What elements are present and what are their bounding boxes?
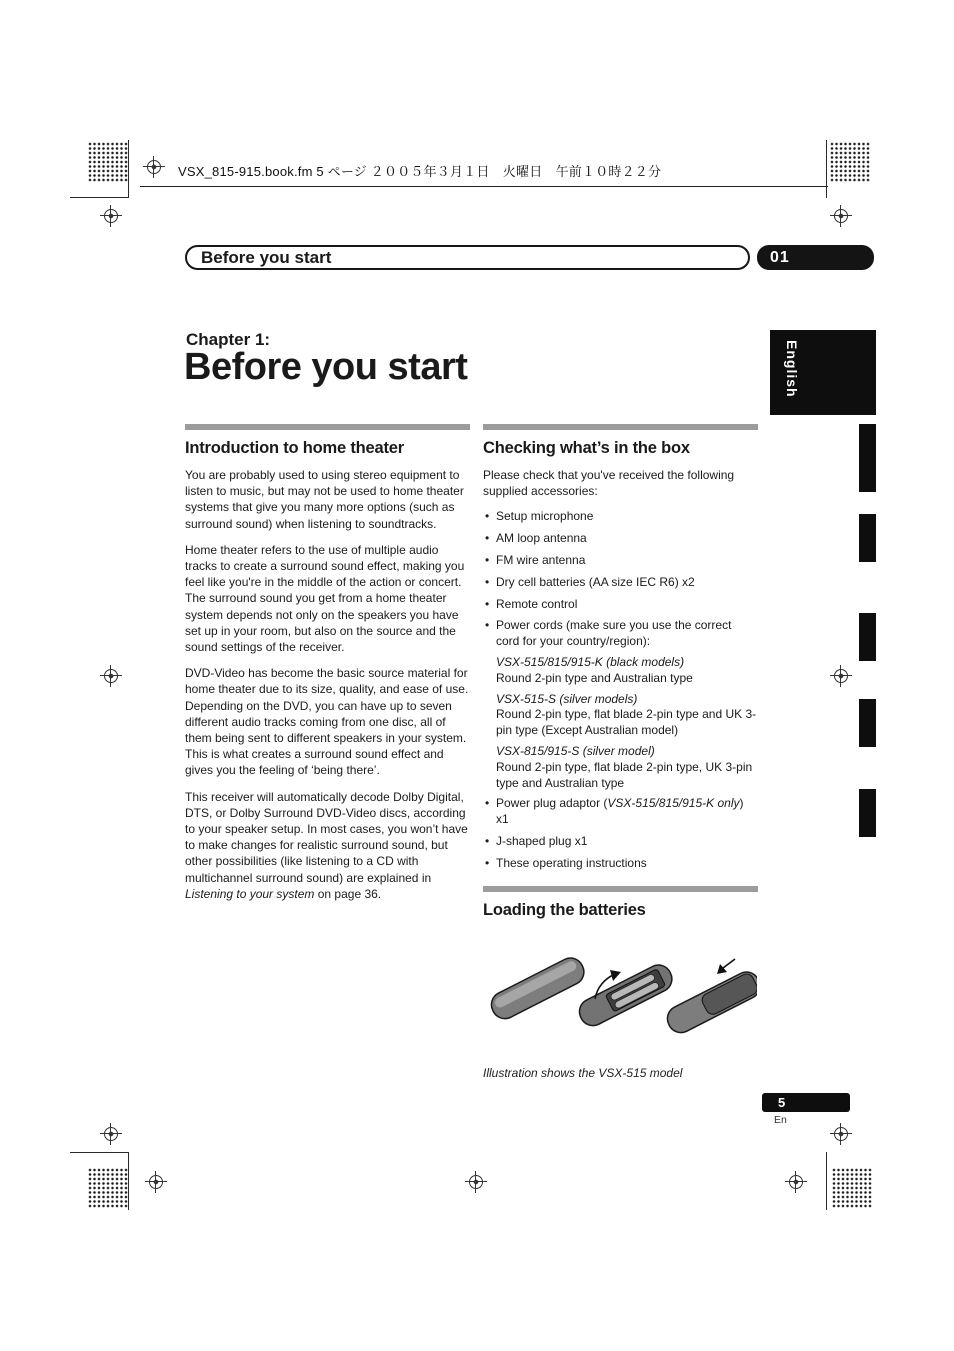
accessory-item: • Setup microphone (483, 509, 758, 525)
accessory-list (483, 796, 758, 871)
right-column (483, 424, 758, 1080)
variant-name: VSX-815/915-S (silver model) (496, 743, 655, 758)
registration-mark (102, 207, 120, 225)
language-tab-label: English (784, 340, 800, 398)
variant-name: VSX-515/815/915-K (black models) (496, 654, 685, 669)
chapter-title: Before you start (184, 346, 468, 388)
registration-mark (102, 1125, 120, 1143)
registration-mark (145, 158, 163, 176)
index-bar (859, 514, 876, 562)
crop-line (128, 140, 129, 198)
loading-heading: Loading the batteries (483, 900, 646, 919)
intro-paragraph: You are probably used to using stereo equipment to listen to music, but may not be used to home theater systems that give you many more options (such as surround sound) when listening to soundtracks. (185, 468, 464, 531)
variant-desc: Round 2-pin type, flat blade 2-pin type, UK 3-pin type and Australian type (496, 759, 753, 790)
section-divider (483, 886, 758, 892)
registration-mark (102, 667, 120, 685)
crop-line (826, 140, 827, 198)
header-note: VSX_815-915.book.fm 5 ページ ２００５年３月１日 火曜日 午前１０時２２分 (178, 164, 662, 179)
accessory-item: • FM wire antenna (483, 553, 758, 569)
intro-heading: Introduction to home theater (185, 439, 404, 457)
box-heading: Checking what’s in the box (483, 439, 690, 457)
page-number: 5 (778, 1095, 786, 1110)
accessory-list (483, 509, 758, 650)
chapter-kicker: Chapter 1: (186, 330, 271, 349)
section-header-title: Before you start (201, 247, 332, 267)
intro-paragraph: Home theater refers to the use of multiple audio tracks to create a surround sound effect, making you feel like you're in the middle of the action or concert. The surround sound you get from a home theater system depends not only on the speakers you have set up in your room, but also on the source and the sound settings of the receiver. (185, 542, 465, 655)
halftone-mark-bottom-left (88, 1168, 128, 1208)
language-tab (770, 330, 876, 415)
section-divider (185, 424, 470, 430)
registration-mark (787, 1173, 805, 1191)
intro-paragraph (185, 789, 470, 902)
crop-line (70, 1152, 128, 1153)
model-reference: VSX-515/815/915-K only (607, 796, 740, 811)
registration-mark (147, 1173, 165, 1191)
top-rule (140, 186, 828, 187)
accessory-item: • AM loop antenna (483, 531, 758, 547)
registration-mark (467, 1173, 485, 1191)
intro-paragraph: DVD-Video has become the basic source material for home theater due to its size, quality, and ease of use. Depending on the DVD, you can have up to seven different audio tracks coming from one disc, all of them being sent to different speakers in your system. This is what creates a surround sound effect and gives you the feeling of ‘being there’. (185, 666, 469, 778)
paragraph-text: This receiver will automatically decode Dolby Digital, DTS, or Dolby Surround DVD-Video discs, according to your speaker setup. In most cases, you won’t have to make changes for realistic surround sound, but other possibilities (like listening to a CD with multichannel surround sound) are explained in (185, 789, 468, 885)
left-column (185, 424, 470, 912)
halftone-mark-bottom-right (832, 1168, 872, 1208)
halftone-mark-top-left (88, 142, 128, 182)
registration-mark (832, 1125, 850, 1143)
crop-line (128, 1152, 129, 1210)
remote-batteries-illustration (483, 943, 757, 1043)
halftone-mark-top-right (830, 142, 870, 182)
index-bar (859, 699, 876, 747)
section-header-bar (185, 245, 750, 270)
accessory-item: • Remote control (483, 597, 758, 613)
page-language-label: En (774, 1114, 787, 1126)
section-divider (483, 424, 758, 430)
accessory-item: • These operating instructions (483, 856, 758, 872)
section-number: 01 (770, 248, 790, 266)
power-cord-variants (483, 655, 758, 791)
index-bar (859, 613, 876, 661)
item-text: Power plug adaptor ( (496, 796, 608, 811)
index-bar (859, 424, 876, 492)
accessory-item: • Dry cell batteries (AA size IEC R6) x2 (483, 575, 758, 591)
registration-mark (832, 207, 850, 225)
box-intro: Please check that you've received the following supplied accessories: (483, 468, 735, 499)
accessory-item: • Power cords (make sure you use the correct cord for your country/region): (483, 618, 758, 650)
index-bar (859, 789, 876, 837)
accessory-item (483, 796, 758, 828)
crop-line (826, 1152, 827, 1210)
variant-desc: Round 2-pin type, flat blade 2-pin type and UK 3-pin type (Except Australian model) (496, 707, 757, 738)
item-text: ) x1 (496, 796, 744, 827)
section-number-badge (757, 245, 874, 270)
variant-name: VSX-515-S (silver models) (496, 691, 638, 706)
paragraph-text: on page 36. (314, 886, 382, 901)
illustration-caption: Illustration shows the VSX-515 model (483, 1065, 683, 1080)
registration-mark (832, 667, 850, 685)
accessory-item: • J-shaped plug x1 (483, 834, 758, 850)
cross-reference: Listening to your system (185, 886, 315, 901)
page-number-tab (762, 1093, 850, 1112)
crop-line (70, 197, 128, 198)
variant-desc: Round 2-pin type and Australian type (496, 670, 693, 685)
